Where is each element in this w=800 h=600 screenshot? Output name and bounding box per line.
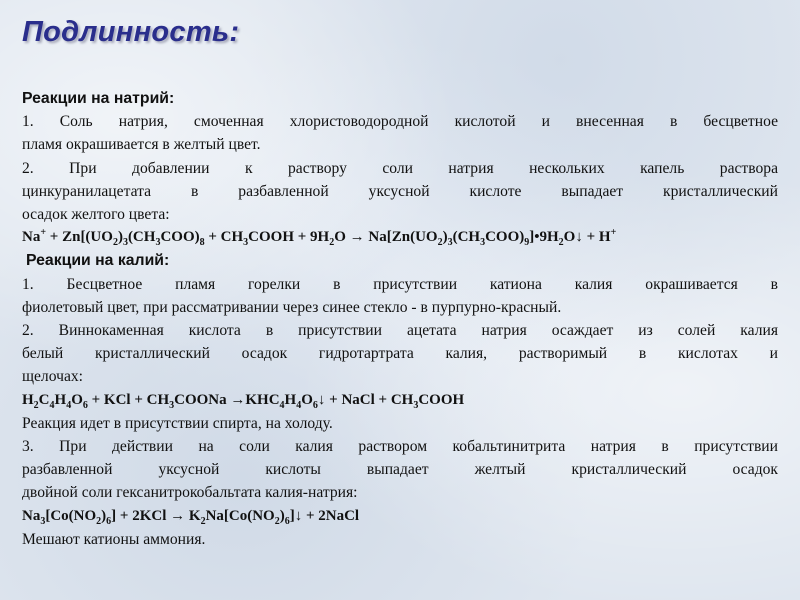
sodium-p2-line-2: цинкуранилацетата в разбавленной уксусной кислоте выпадает кристаллический bbox=[22, 182, 778, 200]
potassium-p3-line-3: двойной соли гексанитрокобальтата калия-натрия: bbox=[22, 484, 358, 502]
potassium-p2-line-3: щелочах: bbox=[22, 368, 83, 386]
tartrate-equation: $H_2C_4H_4O_6$ + KCl + $CH_3COONa$ $\to KHC_4H_4O_6↓$ + NaCl + $CH_3COOH$ bbox=[22, 391, 465, 411]
potassium-p3-line-2: разбавленной уксусной кислоты выпадает желтый кристаллический осадок bbox=[22, 461, 778, 479]
sodium-p2-line-3: осадок желтого цвета: bbox=[22, 206, 170, 224]
sodium-heading: Реакции на натрий: bbox=[22, 90, 175, 107]
cobaltinitrite-equation: $Na_3[Co(NO_2)_6] + 2KCl$ → $K_2Na[Co(NO_2)_6]↓$ + 2NaCl bbox=[22, 507, 360, 527]
potassium-p3-line-1: 3. При действии на соли калия раствором кобальтинитрита натрия в присутствии bbox=[22, 438, 778, 456]
sodium-equation: $Na^+ + Zn[(UO_2)_3(CH_3COO)_8$ + $CH_3COOH + 9H_2O$ → $Na[Zn(UO_2)_3(CH_3COO)_9]•9H_2O↓ + H^+$ bbox=[22, 227, 617, 249]
slide-content bbox=[22, 87, 778, 551]
potassium-note-2: Мешают катионы аммония. bbox=[22, 530, 206, 548]
potassium-note-1: Реакция идет в присутствии спирта, на холоду. bbox=[22, 414, 333, 432]
potassium-heading: Реакции на калий: bbox=[26, 252, 170, 270]
sodium-p2-line-1: 2. При добавлении к раствору соли натрия нескольких капель раствора bbox=[22, 159, 778, 177]
potassium-p1-line-2: фиолетовый цвет, при рассматривании через синее стекло - в пурпурно-красный. bbox=[22, 298, 562, 316]
page-title: Подлинность: bbox=[22, 16, 240, 48]
sodium-p1-line-1: 1. Соль натрия, смоченная хлористоводородной кислотой и внесенная в бесцветное bbox=[22, 113, 778, 131]
potassium-p2-line-1: 2. Виннокаменная кислота в присутствии ацетата натрия осаждает из солей калия bbox=[22, 322, 778, 340]
potassium-p1-line-1: 1. Бесцветное пламя горелки в присутствии катиона калия окрашивается в bbox=[22, 275, 778, 293]
potassium-p2-line-2: белый кристаллический осадок гидротартрата калия, растворимый в кислотах и bbox=[22, 345, 778, 363]
sodium-p1-line-2: пламя окрашивается в желтый цвет. bbox=[22, 136, 261, 154]
